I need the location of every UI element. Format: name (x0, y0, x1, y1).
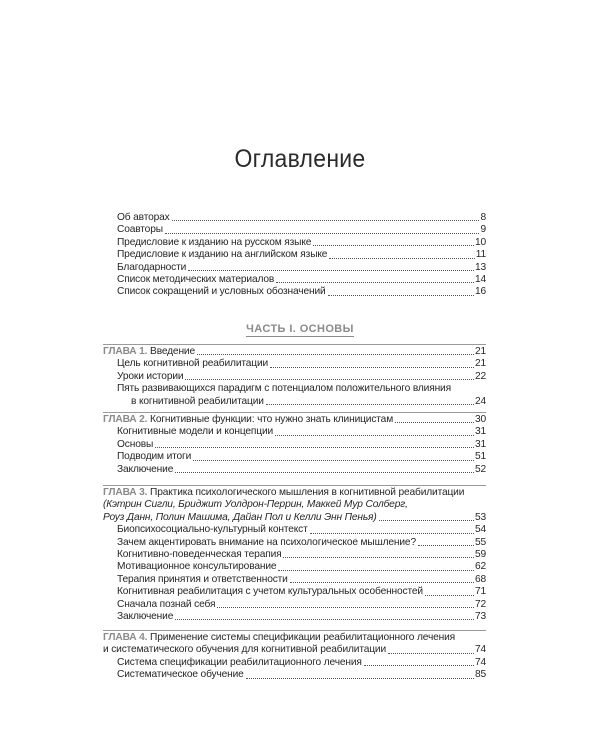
toc-page-number: 74 (474, 656, 486, 668)
chapter-2 (103, 412, 486, 476)
chapter-title: Применение системы спецификации реабилитационного лечения (150, 632, 456, 643)
toc-entry[interactable] (117, 237, 486, 249)
dot-leader (313, 244, 474, 246)
toc-entry[interactable] (103, 358, 486, 370)
toc-page-number: 30 (474, 414, 486, 426)
chapter-authors: (Кэтрин Сигли, Бриджит Уолдрон-Перрин, Маккей Мур Солберг, (103, 499, 408, 511)
toc-page-number: 54 (474, 524, 486, 536)
toc-entry-label: Предисловие к изданию на английском языке (117, 249, 328, 261)
dot-leader (217, 606, 474, 608)
toc-page-number: 8 (480, 211, 486, 223)
toc-page-number: 73 (474, 611, 486, 622)
dot-leader (275, 434, 474, 436)
dot-leader (155, 446, 474, 448)
toc-entry[interactable] (117, 274, 486, 286)
chapter-heading[interactable] (103, 346, 486, 358)
toc-entry-label: в когнитивной реабилитации (131, 395, 264, 407)
toc-page-number: 11 (475, 249, 486, 261)
toc-entry[interactable] (103, 371, 486, 383)
toc-entry-label: Когнитивные модели и концепции (117, 426, 274, 438)
toc-entry[interactable] (103, 426, 486, 438)
dot-leader (193, 459, 474, 461)
toc-entry-label: Заключение (117, 463, 174, 475)
dot-leader (328, 294, 474, 296)
toc-entry[interactable] (103, 586, 486, 598)
dot-leader (290, 581, 474, 583)
toc-page-number: 13 (474, 261, 486, 273)
toc-entry[interactable] (103, 611, 486, 623)
toc-entry-label: Терапия принятия и ответственности (117, 573, 288, 585)
toc-entry[interactable] (117, 262, 486, 274)
dot-leader (185, 378, 474, 380)
dot-leader (175, 471, 474, 473)
toc-page-number: 21 (474, 346, 486, 358)
chapter-1 (103, 344, 486, 408)
dot-leader (175, 618, 474, 620)
toc-page-number: 9 (480, 224, 486, 236)
toc-entry-continued[interactable] (103, 383, 486, 395)
toc-page-number: 22 (474, 370, 486, 382)
toc-page-number: 10 (474, 236, 486, 248)
toc-entry-label: Зачем акцентировать внимание на психологическое мышление? (117, 536, 416, 548)
dot-leader (270, 366, 474, 368)
chapter-authors-line[interactable] (103, 512, 486, 524)
toc-entry-label: Заключение (117, 611, 174, 622)
chapter-heading[interactable] (103, 414, 486, 426)
toc-page-number: 31 (474, 438, 486, 450)
toc-entry-label: Пять развивающихся парадигм с потенциалом положительного влияния (117, 383, 451, 395)
toc-entry-label: Мотивационное консультирование (117, 561, 277, 573)
chapter-heading[interactable] (103, 632, 486, 644)
toc-entry-label: Основы (117, 438, 154, 450)
toc-entry[interactable] (103, 549, 486, 561)
dot-leader (379, 519, 474, 521)
toc-entry[interactable] (103, 537, 486, 549)
chapter-title: и систематического обучения для когнитивной реабилитации (103, 644, 386, 656)
chapter-heading[interactable] (103, 487, 486, 499)
dot-leader (283, 556, 473, 558)
toc-page-number: 14 (474, 273, 486, 285)
toc-entry[interactable] (103, 439, 486, 451)
toc-entry[interactable] (103, 396, 486, 408)
chapter-title: Практика психологического мышления в когнитивной реабилитации (150, 487, 465, 498)
toc-entry-label: Благодарности (117, 261, 187, 273)
dot-leader (246, 677, 474, 679)
toc-page-number: 16 (474, 286, 486, 298)
dot-leader (165, 232, 479, 234)
toc-entry[interactable] (103, 464, 486, 476)
toc-entry[interactable] (117, 224, 486, 236)
toc-entry-label: Список методических материалов (117, 273, 275, 285)
chapter-number: ГЛАВА 3. (103, 487, 148, 498)
toc-entry-label: Биопсихосоциально-культурный контекст (117, 524, 308, 536)
toc-entry[interactable] (103, 524, 486, 536)
toc-entry[interactable] (103, 599, 486, 611)
dot-leader (278, 569, 474, 571)
toc-page-number: 72 (474, 598, 486, 610)
dot-leader (310, 532, 474, 534)
toc-entry-label: Система спецификации реабилитационного лечения (117, 656, 362, 668)
dot-leader (276, 281, 474, 283)
chapter-title: Введение (150, 346, 195, 358)
dot-leader (329, 257, 474, 259)
part-heading (0, 323, 600, 335)
toc-page-number: 59 (474, 549, 486, 561)
part-heading-text: ЧАСТЬ I. ОСНОВЫ (246, 323, 354, 335)
toc-page-number: 24 (474, 395, 486, 407)
toc-entry[interactable] (117, 249, 486, 261)
chapter-divider (103, 630, 486, 631)
toc-page-number: 51 (474, 451, 486, 463)
toc-entry[interactable] (117, 286, 486, 298)
toc-page-number: 85 (474, 669, 486, 681)
toc-entry-label: Об авторах (117, 211, 170, 223)
chapter-divider (103, 344, 486, 345)
chapter-3 (103, 485, 486, 623)
toc-entry-label: Сначала познай себя (117, 598, 216, 610)
toc-entry[interactable] (103, 451, 486, 463)
front-matter-list (117, 212, 486, 299)
toc-entry-label: Список сокращений и условных обозначений (117, 286, 326, 298)
dot-leader (395, 421, 474, 423)
toc-entry[interactable] (103, 574, 486, 586)
toc-page-number: 71 (474, 586, 486, 598)
chapter-4 (103, 630, 486, 682)
dot-leader (197, 353, 474, 355)
toc-entry-label: Когнитивная реабилитация с учетом культуральных особенностей (117, 586, 423, 598)
toc-entry-label: Уроки истории (117, 370, 184, 382)
chapter-heading-continued[interactable] (103, 644, 486, 656)
dot-leader (188, 269, 474, 271)
dot-leader (266, 403, 474, 405)
toc-page-number: 21 (474, 358, 486, 370)
toc-page-number: 53 (474, 511, 486, 523)
chapter-divider (103, 412, 486, 413)
toc-entry-label: Предисловие к изданию на русском языке (117, 236, 312, 248)
dot-leader (364, 664, 474, 666)
page-title: Оглавление (234, 145, 366, 173)
dot-leader (425, 594, 474, 596)
dot-leader (418, 544, 474, 546)
toc-page-number: 31 (474, 426, 486, 438)
chapter-number: ГЛАВА 1. (103, 346, 148, 358)
toc-page-number: 62 (474, 561, 486, 573)
dot-leader (388, 652, 474, 654)
toc-page-number: 52 (474, 463, 486, 475)
chapter-authors: Роуз Данн, Полин Машима, Дайан Пол и Келли Энн Пенья) (103, 511, 377, 523)
toc-entry-label: Когнитивно-поведенческая терапия (117, 549, 282, 561)
chapter-heading-label (103, 346, 195, 358)
toc-entry[interactable] (117, 212, 486, 224)
chapter-heading-label (103, 414, 393, 426)
toc-entry[interactable] (103, 669, 486, 681)
toc-page-number: 74 (474, 644, 486, 656)
toc-entry-label: Подводим итоги (117, 451, 192, 463)
toc-entry-label: Цель когнитивной реабилитации (117, 358, 269, 370)
chapter-number: ГЛАВА 2. (103, 414, 148, 426)
dot-leader (172, 219, 479, 221)
toc-entry-label: Систематическое обучение (117, 669, 244, 681)
chapter-number: ГЛАВА 4. (103, 632, 148, 643)
toc-page-number: 68 (474, 573, 486, 585)
chapter-title: Когнитивные функции: что нужно знать клиницистам (150, 414, 394, 426)
toc-entry-label: Соавторы (117, 224, 163, 236)
toc-entry[interactable] (103, 657, 486, 669)
toc-entry[interactable] (103, 561, 486, 573)
toc-page-number: 55 (474, 536, 486, 548)
chapter-divider (103, 485, 486, 486)
